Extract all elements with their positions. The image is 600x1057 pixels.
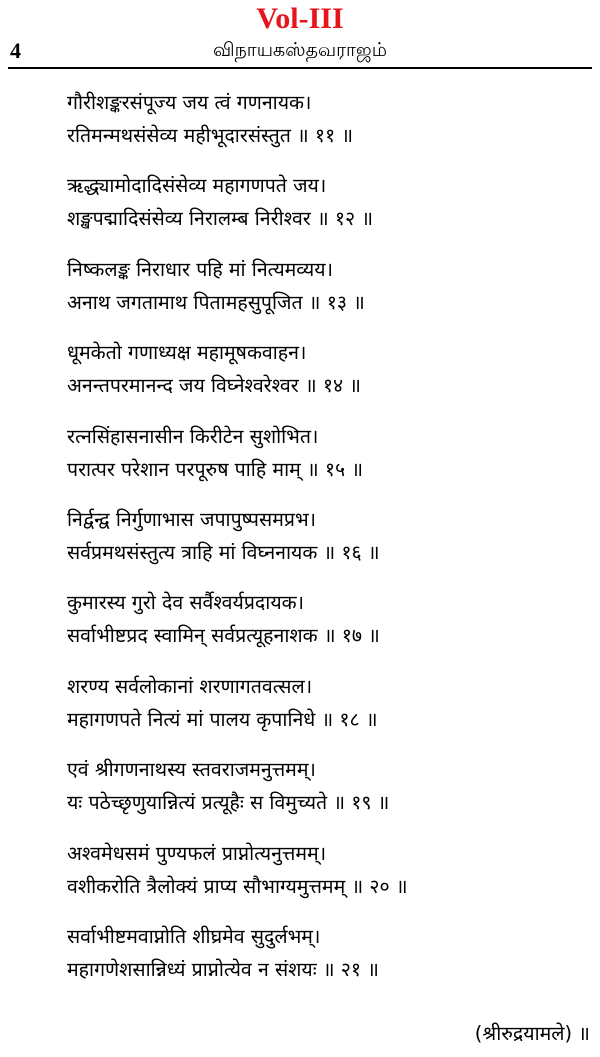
verse-line: अश्वमेधसमं पुण्यफलं प्राप्नोत्यनुत्तमम्। [67, 841, 327, 865]
page-number: 4 [10, 38, 21, 63]
verse-line: अनन्तपरमानन्द जय विघ्नेश्वरेश्वर ॥ १४ ॥ [67, 374, 361, 398]
header-rule [8, 67, 592, 69]
verse-line: ऋद्ध्यामोदादिसंसेव्य महागणपते जय। [67, 174, 327, 198]
verse [67, 503, 597, 586]
verse-line: सर्वप्रमथसंस्तुत्य त्राहि मां विघ्ननायक ॥ १६ ॥ [67, 540, 380, 564]
verse-list [67, 86, 597, 1003]
verse [67, 169, 597, 252]
verse [67, 837, 597, 920]
verse-line: परात्पर परेशान परपूरुष पाहि माम् ॥ १५ ॥ [67, 457, 364, 481]
verse-line: धूमकेतो गणाध्यक्ष महामूषकवाहन। [67, 341, 307, 365]
verse-line: अनाथ जगतामाथ पितामहसुपूजित ॥ १३ ॥ [67, 290, 365, 314]
verse-line: वशीकरोति त्रैलोक्यं प्राप्य सौभाग्यमुत्तमम् ॥ २० ॥ [67, 874, 408, 898]
verse [67, 753, 597, 836]
verse [67, 253, 597, 336]
verse-line: रतिमन्मथसंसेव्य महीभूदारसंस्तुत ॥ ११ ॥ [67, 124, 354, 147]
verse-line: सर्वाभीष्टप्रद स्वामिन् सर्वप्रत्यूहनाशक ॥ १७ ॥ [67, 624, 380, 648]
verse-line: निर्द्वन्द्व निर्गुणाभास जपापुष्पसमप्रभ। [67, 507, 317, 531]
verse-line: निष्कलङ्क निराधार पहि मां नित्यमव्यय। [67, 257, 333, 281]
verse-line: सर्वाभीष्टमवाप्नोति शीघ्रमेव सुदुर्लभम्। [67, 924, 321, 948]
verse [67, 920, 597, 1003]
verse [67, 86, 597, 169]
source-colophon: (श्रीरुद्रयामले) ॥ [474, 1022, 590, 1045]
verse-line: शरण्य सर्वलोकानां शरणागतवत्सल। [67, 674, 313, 698]
verse [67, 336, 597, 419]
verse-line: रत्नसिंहासनासीन किरीटेन सुशोभित। [67, 424, 319, 448]
verse [67, 420, 597, 503]
verse-line: महागणेशसान्निध्यं प्राप्नोत्येव न संशयः ॥ २१ ॥ [67, 957, 379, 981]
verse-line: कुमारस्य गुरो देव सर्वैश्वर्यप्रदायक। [67, 591, 304, 615]
running-header-title: விநாயகஸ்தவராஜம் [212, 39, 388, 61]
verse-line: यः पठेच्छृणुयान्नित्यं प्रत्यूहैः स विमुच्यते ॥ १९ ॥ [67, 791, 390, 815]
verse-line: महागणपते नित्यं मां पालय कृपानिधे ॥ १८ ॥ [67, 707, 378, 731]
verse [67, 586, 597, 669]
verse-line: एवं श्रीगणनाथस्य स्तवराजमनुत्तमम्। [67, 758, 316, 782]
verse [67, 670, 597, 753]
verse-line: शङ्खपद्मादिसंसेव्य निरालम्ब निरीश्वर ॥ १२ ॥ [67, 207, 374, 231]
volume-title: Vol-III [256, 2, 344, 35]
verse-line: गौरीशङ्करसंपूज्य जय त्वं गणनायक। [67, 91, 312, 114]
